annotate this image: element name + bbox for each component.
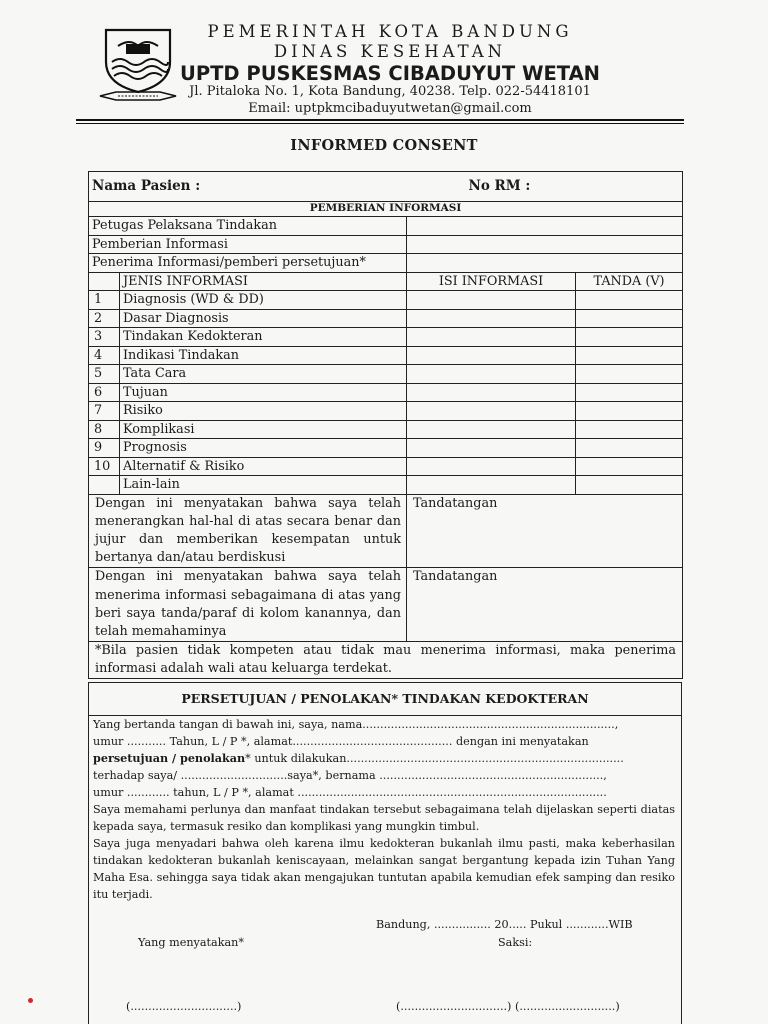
isi-column-header: ISI INFORMASI (407, 272, 576, 291)
item-number: 5 (89, 365, 120, 384)
tanda-field[interactable] (576, 383, 683, 402)
document-title: INFORMED CONSENT (290, 137, 478, 154)
isi-field[interactable] (407, 309, 576, 328)
consent-line-subject: terhadap saya/ ..............................saya*, bernama ..............................................................., (93, 769, 607, 782)
item-number: 6 (89, 383, 120, 402)
table-row (89, 217, 683, 236)
item-number: 7 (89, 402, 120, 421)
information-table (88, 171, 683, 679)
letterhead-institution: UPTD PUSKESMAS CIBADUYUT WETAN (180, 62, 600, 85)
tanda-field[interactable] (576, 291, 683, 310)
consent-paragraph-awareness: Saya juga menyadari bahwa oleh karena ilmu kedokteran bukanlah ilmu pasti, maka keberhasilan tindakan kedokteran bukanlah keniscayaan, melainkan sangat bergantung kepada izin Tuhan Yang Maha Esa. sehingga saya tidak akan mengajukan tuntutan apabila kemudian efek samping dan resiko itu terjadi. (93, 837, 675, 901)
isi-field[interactable] (407, 476, 576, 495)
table-row (89, 383, 683, 402)
item-number: 3 (89, 328, 120, 347)
pemberian-field[interactable] (407, 235, 683, 254)
consent-choice: persetujuan / penolakan (93, 751, 246, 765)
table-row (89, 420, 683, 439)
yang-menyatakan-label: Yang menyatakan* (138, 936, 244, 949)
item-number: 1 (89, 291, 120, 310)
table-row (89, 439, 683, 458)
statement-row-penerima (89, 568, 683, 642)
petugas-label: Petugas Pelaksana Tindakan (89, 217, 407, 236)
letterhead-address: Jl. Pitaloka No. 1, Kota Bandung, 40238. Telp. 022-54418101 (189, 84, 591, 99)
item-label: Tujuan (120, 383, 407, 402)
isi-field[interactable] (407, 328, 576, 347)
item-label: Alternatif & Risiko (120, 457, 407, 476)
item-label: Tata Cara (120, 365, 407, 384)
city-crest-icon (96, 22, 180, 106)
signature-line-witnesses[interactable]: (..............................) (...........................) (396, 1000, 620, 1013)
consent-line-action-rest: * untuk dilakukan.............................................................................. (245, 752, 624, 765)
letterhead-government: PEMERINTAH KOTA BANDUNG (207, 22, 573, 41)
table-row (89, 309, 683, 328)
tanda-field[interactable] (576, 328, 683, 347)
signature-label: Tandatangan (413, 495, 498, 511)
rm-number-label: No RM : (468, 178, 531, 194)
penerima-label: Penerima Informasi/pemberi persetujuan* (89, 254, 407, 273)
isi-field[interactable] (407, 420, 576, 439)
table-row (89, 402, 683, 421)
item-label: Prognosis (120, 439, 407, 458)
consent-line-name: Yang bertanda tangan di bawah ini, saya, nama......................................................................., (93, 718, 619, 731)
tanda-field[interactable] (576, 420, 683, 439)
consent-line-action (93, 750, 675, 767)
consent-paragraph-understanding: Saya memahami perlunya dan manfaat tindakan tersebut sebagaimana telah dijelaskan seperti diatas kepada saya, termasuk resiko dan komplikasi yang mungkin timbul. (93, 803, 675, 833)
statement-penerima: Dengan ini menyatakan bahwa saya telah menerima informasi sebagaimana di atas yang beri saya tanda/paraf di kolom kanannya, dan telah memahaminya (89, 568, 407, 642)
number-column-header (89, 272, 120, 291)
consent-line-subject-age: umur ............ tahun, L / P *, alamat ....................................................................................... (93, 786, 607, 799)
item-label: Komplikasi (120, 420, 407, 439)
pemberian-label: Pemberian Informasi (89, 235, 407, 254)
item-label: Indikasi Tindakan (120, 346, 407, 365)
isi-field[interactable] (407, 402, 576, 421)
table-row (89, 346, 683, 365)
letterhead-divider-thin (76, 123, 684, 124)
pemberian-header-row (89, 202, 683, 217)
signature-box-petugas[interactable] (407, 494, 683, 568)
item-label: Tindakan Kedokteran (120, 328, 407, 347)
letterhead-email: Email: uptpkmcibaduyutwetan@gmail.com (248, 101, 532, 116)
tanda-field[interactable] (576, 439, 683, 458)
table-row (89, 365, 683, 384)
item-number: 4 (89, 346, 120, 365)
statement-petugas: Dengan ini menyatakan bahwa saya telah menerangkan hal-hal di atas secara benar dan jujur dan memberikan kesempatan untuk bertanya dan/atau berdiskusi (89, 494, 407, 568)
signature-box-penerima[interactable] (407, 568, 683, 642)
info-columns-header (89, 272, 683, 291)
signature-label: Tandatangan (413, 569, 498, 585)
tanda-column-header: TANDA (V) (576, 272, 683, 291)
table-row (89, 235, 683, 254)
item-label: Lain-lain (120, 476, 407, 495)
pemberian-section-title: PEMBERIAN INFORMASI (89, 202, 683, 217)
item-number: 10 (89, 457, 120, 476)
table-row (89, 457, 683, 476)
table-row (89, 328, 683, 347)
patient-header-cell (89, 172, 683, 202)
tanda-field[interactable] (576, 365, 683, 384)
competence-note: *Bila pasien tidak kompeten atau tidak mau menerima informasi, maka penerima informasi adalah wali atau keluarga terdekat. (89, 642, 683, 679)
table-row (89, 254, 683, 273)
consent-section-title: PERSETUJUAN / PENOLAKAN* TINDAKAN KEDOKTERAN (89, 683, 681, 716)
place-date-line: Bandung, ................ 20..... Pukul ............WIB (376, 918, 633, 931)
patient-header-row (89, 172, 683, 202)
statement-row-petugas (89, 494, 683, 568)
isi-field[interactable] (407, 439, 576, 458)
table-row (89, 476, 683, 495)
tanda-field[interactable] (576, 457, 683, 476)
saksi-label: Saksi: (498, 936, 533, 949)
item-label: Diagnosis (WD & DD) (120, 291, 407, 310)
item-number (89, 476, 120, 495)
tanda-field[interactable] (576, 476, 683, 495)
petugas-field[interactable] (407, 217, 683, 236)
item-number: 8 (89, 420, 120, 439)
table-row (89, 291, 683, 310)
isi-field[interactable] (407, 346, 576, 365)
isi-field[interactable] (407, 365, 576, 384)
letterhead-department: DINAS KESEHATAN (273, 42, 507, 61)
jenis-column-header: JENIS INFORMASI (120, 272, 407, 291)
tanda-field[interactable] (576, 346, 683, 365)
isi-field[interactable] (407, 457, 576, 476)
red-ink-dot (28, 998, 33, 1003)
tanda-field[interactable] (576, 402, 683, 421)
consent-line-age: umur ........... Tahun, L / P *, alamat............................................. dengan ini menyatakan (93, 735, 589, 748)
patient-name-label: Nama Pasien : (92, 178, 201, 194)
note-row (89, 642, 683, 679)
item-number: 2 (89, 309, 120, 328)
signature-line-declarant[interactable]: (..............................) (126, 1000, 242, 1013)
item-label: Risiko (120, 402, 407, 421)
item-label: Dasar Diagnosis (120, 309, 407, 328)
item-number: 9 (89, 439, 120, 458)
tanda-field[interactable] (576, 309, 683, 328)
letterhead-divider (76, 119, 684, 121)
isi-field[interactable] (407, 291, 576, 310)
penerima-field[interactable] (407, 254, 683, 273)
isi-field[interactable] (407, 383, 576, 402)
